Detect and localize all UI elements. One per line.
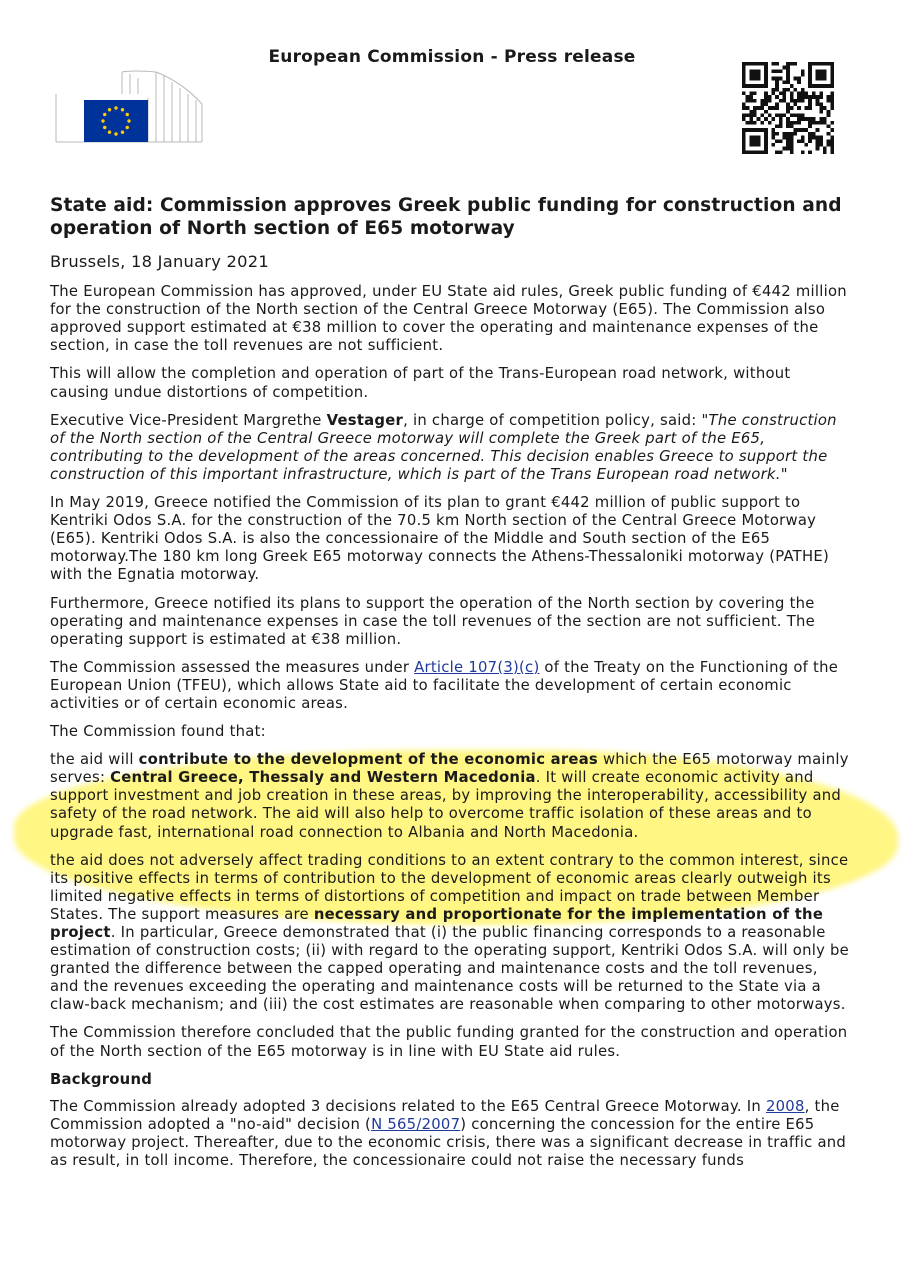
eu-star-icon	[108, 108, 111, 111]
decision-2008-link[interactable]: 2008	[765, 1097, 805, 1115]
press-release-body	[50, 194, 850, 1180]
article-107-link[interactable]: Article 107(3)(c)	[414, 658, 540, 676]
paragraph-found-that: The Commission found that:	[50, 723, 266, 741]
european-commission-logo	[52, 68, 210, 146]
qr-code	[742, 62, 834, 154]
paragraph-assessment: The Commission assessed the measures under Article 107(3)(c) of the Treaty on the Functioning of the European Union (TFEU), which allows State aid to facilitate the development of certain economic activities or of certain economic areas.	[50, 658, 839, 712]
paragraph-quote: Executive Vice-President Margrethe Vestager, in charge of competition policy, said: "The construction of the North section of the Central Greece motorway will complete the Greek part of the E65, contributing to the development of the areas concerned. This decision enables Greece to support the construction of this important infrastructure, which is part of the Trans European road network."	[50, 411, 837, 483]
eu-star-icon	[101, 119, 104, 122]
paragraph-operating-support: Furthermore, Greece notified its plans to support the operation of the North section by covering the operating and maintenance expenses in case the toll revenues of the section are not sufficient. The operating support is estimated at €38 million.	[50, 594, 815, 648]
n-565-2007-link[interactable]: N 565/2007	[371, 1115, 461, 1133]
eu-star-icon	[114, 132, 117, 135]
eu-star-icon	[126, 126, 129, 129]
background-heading: Background	[50, 1070, 153, 1088]
quote-text: "The construction of the North section of the Central Greece motorway will complete the Greek part of the E65, contributing to the development of the areas concerned. This decision enables Greece to support the construction of this important infrastructure, which is part of the Trans European road network."	[50, 411, 837, 483]
speaker-name: Vestager	[326, 411, 404, 429]
paragraph-conclusion: The Commission therefore concluded that the public funding granted for the construction and operation of the North section of the E65 motorway is in line with EU State aid rules.	[50, 1024, 848, 1060]
eu-star-icon	[108, 131, 111, 134]
eu-star-icon	[121, 108, 124, 111]
paragraph-trading-conditions: the aid does not adversely affect trading conditions to an extent contrary to the common interest, since its positive effects in terms of contribution to the development of economic areas clearly outweigh its limited negative effects in terms of distortions of competition and impact on trade between Member States. The support measures are necessary and proportionate for the implementation of the project. In particular, Greece demonstrated that (i) the public financing corresponds to a reasonable estimation of construction costs; (ii) with regard to the operating support, Kentriki Odos S.A. will only be granted the difference between the capped operating and maintenance costs and the toll revenues, and the revenues exceeding the operating and maintenance costs will be returned to the State via a claw-back mechanism; and (iii) the cost estimates are reasonable when comparing to other motorways.	[50, 851, 850, 1014]
paragraph-background: The Commission already adopted 3 decisions related to the E65 Central Greece Motorway. In 2008, the Commission adopted a "no-aid" decision (N 565/2007) concerning the concession for the entire E65 motorway project. Thereafter, due to the economic crisis, there was a significant decrease in traffic and as result, in toll income. Therefore, the concessionaire could not raise the necessary funds	[50, 1097, 847, 1170]
paragraph-notification: In May 2019, Greece notified the Commission of its plan to grant €442 million of public support to Kentriki Odos S.A. for the construction of the 70.5 km North section of the Central Greece Motorway (E65). Kentriki Odos S.A. is also the concessionaire of the Middle and South section of the E65 motorway.The 180 km long Greek E65 motorway connects the Athens-Thessaloniki motorway (PATHE) with the Egnatia motorway.	[50, 494, 829, 584]
eu-star-icon	[114, 106, 117, 109]
eu-star-icon	[103, 113, 106, 116]
press-release-header: European Commission - Press release	[268, 47, 636, 67]
paragraph-approval: The European Commission has approved, under EU State aid rules, Greek public funding of €442 million for the construction of the North section of the Central Greece Motorway (E65). The Commission also approved support estimated at €38 million to cover the operating and maintenance expenses of the section, in case the toll revenues are not sufficient.	[50, 283, 847, 355]
paragraph-contribution: the aid will contribute to the development of the economic areas which the E65 motorway mainly serves: Central Greece, Thessaly and Western Macedonia. It will create economic activity and support investment and job creation in these areas, by improving the interoperability, accessibility and safety of the road network. The aid will also help to overcome traffic isolation of these areas and to upgrade fast, international road connection to Albania and North Macedonia.	[50, 751, 849, 841]
page-title: State aid: Commission approves Greek public funding for construction and operation of North section of E65 motorway	[50, 195, 842, 239]
dateline: Brussels, 18 January 2021	[50, 252, 269, 271]
eu-star-icon	[127, 119, 130, 122]
eu-star-icon	[126, 113, 129, 116]
paragraph-completion: This will allow the completion and operation of part of the Trans-European road network, without causing undue distortions of competition.	[50, 365, 791, 401]
eu-star-icon	[121, 131, 124, 134]
eu-star-icon	[103, 126, 106, 129]
